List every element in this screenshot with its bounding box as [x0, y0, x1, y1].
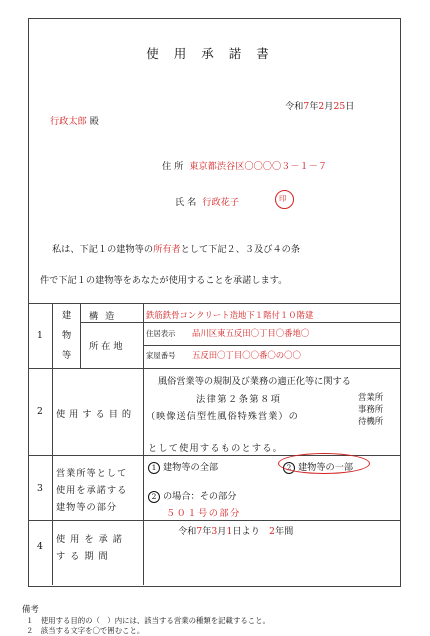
- purpose-line-2: 法律第２条第８項: [196, 394, 282, 405]
- period-value: 令和7年3月1日より 2年間: [178, 526, 294, 537]
- part-condition: 2 の場合：その部分: [148, 488, 237, 503]
- note-item: ２ 該当する文字を〇で囲むこと。: [26, 626, 145, 635]
- name-label: 氏名: [175, 197, 200, 208]
- addressee-suffix: 殿: [89, 116, 99, 127]
- option-standby: 待機所: [358, 416, 384, 426]
- purpose-line-end: として使用するものとする。: [148, 443, 284, 454]
- addressee-name: 行政太郎: [50, 116, 87, 127]
- purpose-line-1: 風俗営業等の規制及び業務の適正化等に関する: [158, 376, 351, 387]
- note-item: １ 使用する目的の（ ）内には、該当する営業の種類を記載すること。: [26, 616, 270, 625]
- location-label: 所在地: [89, 341, 126, 352]
- house-number-label: 家屋番号: [146, 351, 176, 360]
- notes-heading: 備考: [22, 604, 39, 614]
- selected-option-circle: [278, 453, 370, 474]
- document-date: 令和7年2月25日: [285, 101, 355, 112]
- name-value: 行政花子: [202, 197, 240, 208]
- address-display-label: 住居表示: [146, 329, 176, 338]
- option-office: 営業所: [358, 392, 384, 402]
- row-4-number: 4: [37, 541, 43, 552]
- address-value: 東京都渋谷区〇〇〇〇３－１－７: [189, 161, 328, 172]
- part-value: ５０１号の部分: [166, 508, 241, 519]
- statement-line-2: 件で下記１の建物等をあなたが使用することを承諾します。: [40, 275, 288, 286]
- owner-address: [162, 158, 327, 172]
- address-label: 住所: [162, 161, 187, 172]
- option-business-office: 事務所: [358, 404, 384, 414]
- owner-name: [175, 194, 239, 208]
- statement-line-1: 私は、下記１の建物等の所有者として下記２、３及び４の条: [52, 244, 301, 255]
- row-3-number: 3: [37, 483, 43, 494]
- addressee: [50, 113, 99, 127]
- option-whole-building: 1 建物等の全部: [148, 459, 218, 474]
- row-2-number: 2: [37, 406, 43, 417]
- purpose-label: 使用する目的: [56, 409, 136, 420]
- house-number-value: 五反田〇丁目〇〇番〇の〇〇: [192, 350, 301, 360]
- address-display-value: 品川区東五反田〇丁目〇番地〇: [192, 328, 310, 338]
- purpose-paren: （映像送信型性風俗特殊営業）の: [146, 411, 299, 422]
- seal-char: 印: [279, 194, 287, 203]
- document-title: 使用承諾書: [146, 46, 284, 61]
- structure-value: 鉄筋鉄骨コンクリート造地下１階付１０階建: [146, 310, 314, 320]
- option-part-building: 2 建物等の一部: [283, 459, 353, 474]
- structure-label: 構造: [89, 311, 122, 322]
- row-1-number: 1: [37, 330, 43, 341]
